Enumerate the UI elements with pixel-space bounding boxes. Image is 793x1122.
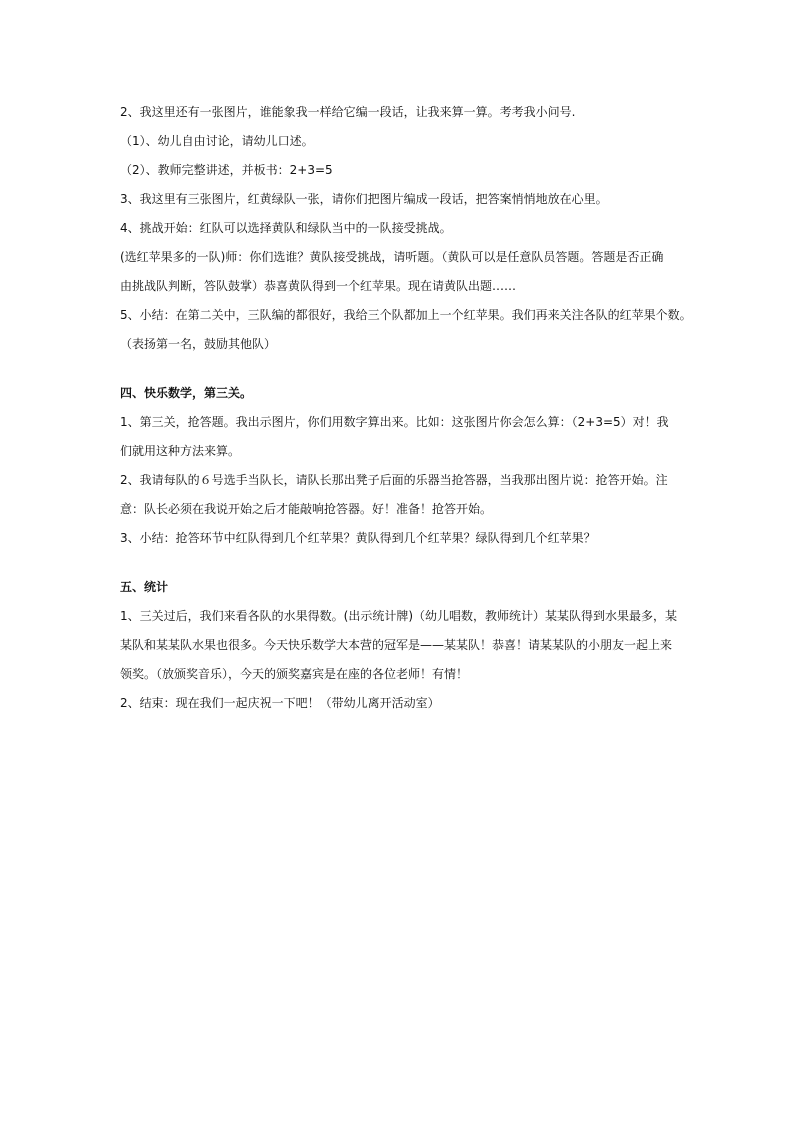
section5 — [120, 573, 680, 718]
paragraph-line: 2、我这里还有一张图片，谁能象我一样给它编一段话，让我来算一算。考考我小问号. — [120, 105, 576, 119]
paragraph-line: （1）、幼儿自由讨论，请幼儿口述。 — [120, 134, 314, 148]
paragraph-line: （表扬第一名，鼓励其他队） — [120, 337, 277, 351]
paragraph-line: 由挑战队判断，答队鼓掌）恭喜黄队得到一个红苹果。现在请黄队出题…… — [120, 279, 517, 293]
section3-tail — [120, 98, 692, 359]
document-page — [120, 98, 692, 718]
paragraph-line: 领奖。（放颁奖音乐），今天的颁奖嘉宾是在座的各位老师！有情！ — [120, 667, 469, 681]
section-gap — [120, 359, 680, 379]
section4 — [120, 379, 680, 553]
section-gap — [120, 553, 680, 573]
paragraph-line: 4、挑战开始：红队可以选择黄队和绿队当中的一队接受挑战。 — [120, 221, 452, 235]
paragraph-line: （2）、教师完整讲述，并板书：2+3=5 — [120, 163, 333, 177]
paragraph-line: 们就用这种方法来算。 — [120, 444, 241, 458]
paragraph-line: (选红苹果多的一队)师：你们选谁？黄队接受挑战，请听题。（黄队可以是任意队员答题。答题是否正确 — [120, 250, 664, 264]
paragraph-line: 3、小结：抢答环节中红队得到几个红苹果？黄队得到几个红苹果？绿队得到几个红苹果？ — [120, 531, 596, 545]
paragraph-line: 2、结束：现在我们一起庆祝一下吧！（带幼儿离开活动室） — [120, 696, 440, 710]
paragraph-line: 3、我这里有三张图片，红黄绿队一张，请你们把图片编成一段话，把答案悄悄地放在心里。 — [120, 192, 608, 206]
paragraph-line: 某队和某某队水果也很多。今天快乐数学大本营的冠军是——某某队！恭喜！请某某队的小朋友一起上来 — [120, 638, 673, 652]
paragraph-line: 意：队长必须在我说开始之后才能敲响抢答器。好！准备！抢答开始。 — [120, 502, 493, 516]
paragraph-line: 2、我请每队的６号选手当队长，请队长那出凳子后面的乐器当抢答器，当我那出图片说：抢答开始。注 — [120, 473, 668, 487]
paragraph-line: 1、第三关，抢答题。我出示图片，你们用数字算出来。比如：这张图片你会怎么算：（2+3=5）对！我 — [120, 415, 669, 429]
paragraph-line: 1、三关过后，我们来看各队的水果得数。(出示统计牌)（幼儿唱数，教师统计）某某队得到水果最多，某 — [120, 609, 678, 623]
section4-heading: 四、快乐数学，第三关。 — [120, 386, 253, 400]
section5-heading: 五、统计 — [120, 580, 169, 594]
paragraph-line: 5、小结：在第二关中，三队编的都很好，我给三个队都加上一个红苹果。我们再来关注各队的红苹果个数。 — [120, 308, 692, 322]
